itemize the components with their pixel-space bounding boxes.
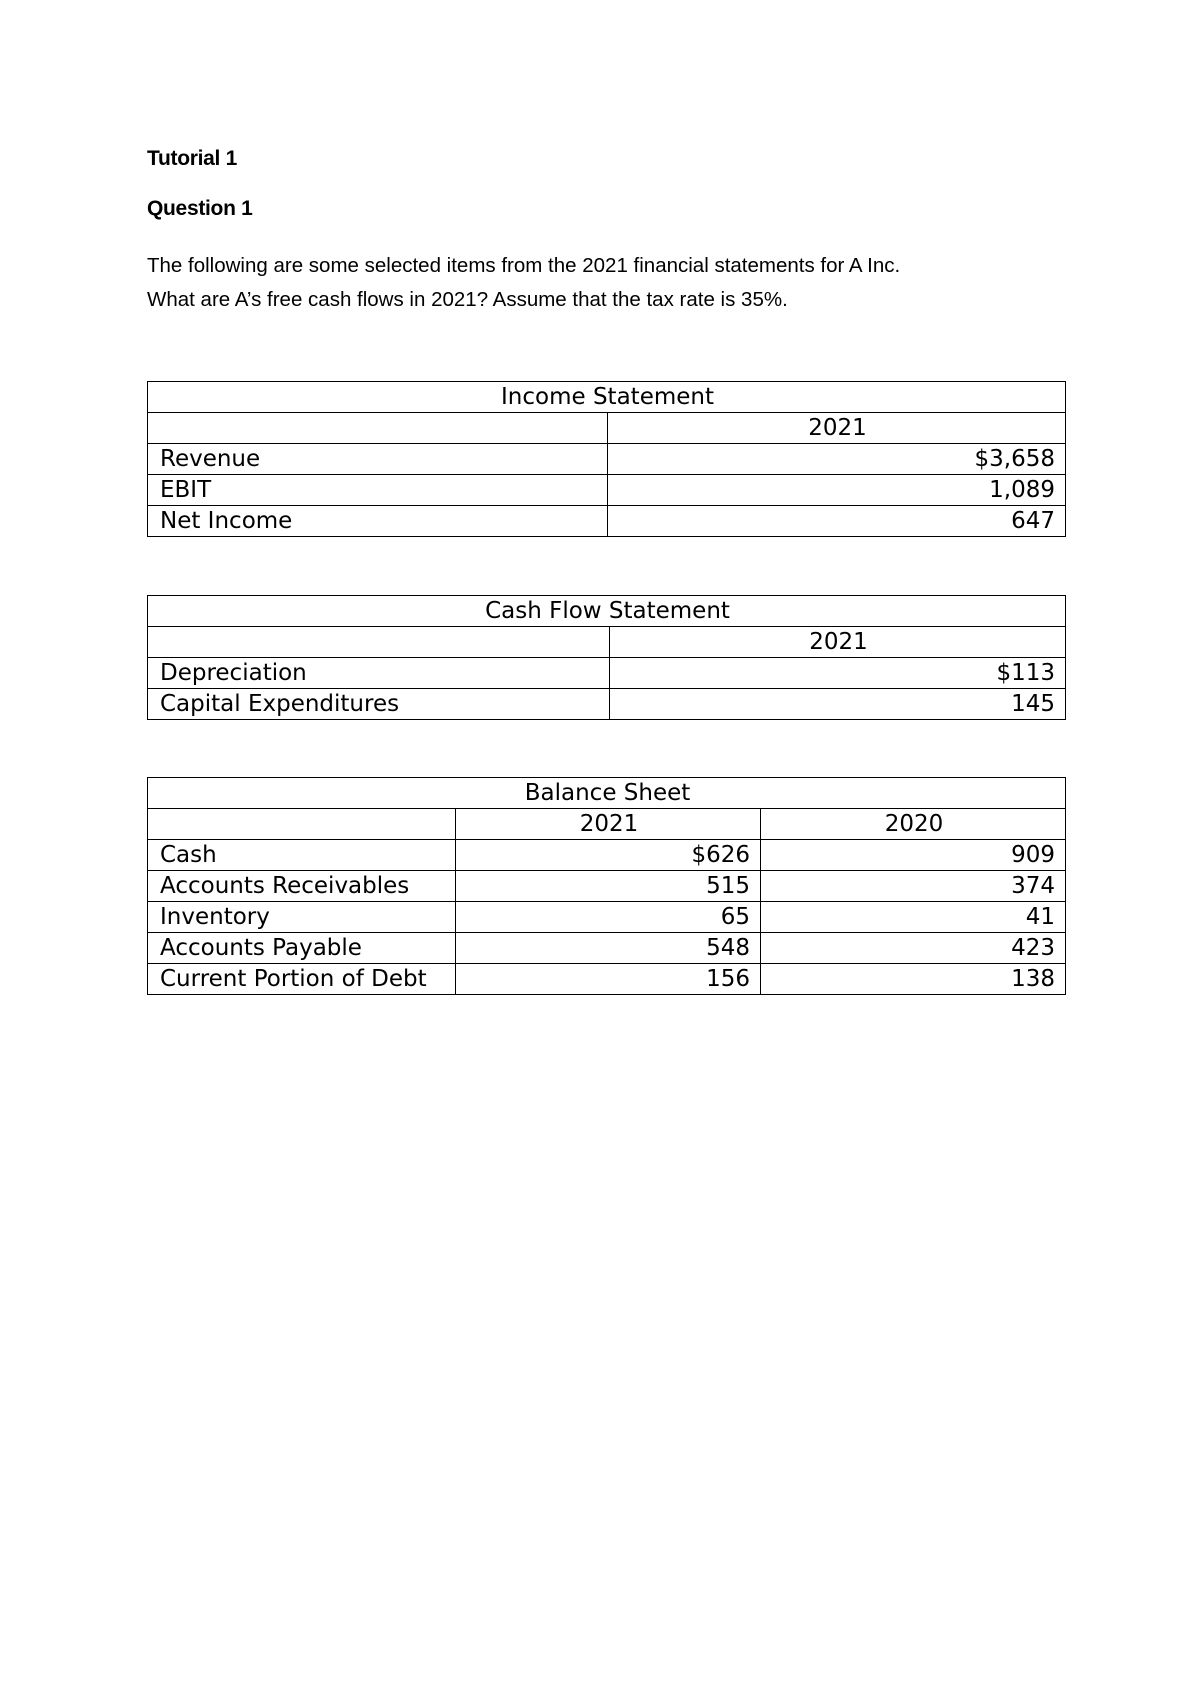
row-label: Cash (148, 840, 456, 871)
row-label: EBIT (148, 475, 608, 506)
value-2021: 156 (456, 964, 761, 995)
table-row (148, 902, 1066, 933)
cash-flow-statement-title: Cash Flow Statement (148, 596, 1066, 627)
table-title-row (148, 778, 1066, 809)
table-row (148, 444, 1066, 475)
row-label: Inventory (148, 902, 456, 933)
table-row (148, 658, 1066, 689)
value-2020: 138 (761, 964, 1066, 995)
year-header-2021: 2021 (456, 809, 761, 840)
table-row (148, 475, 1066, 506)
year-header-2020: 2020 (761, 809, 1066, 840)
table-header-row (148, 413, 1066, 444)
question-text-line: The following are some selected items from the 2021 financial statements for A Inc. (147, 254, 901, 277)
row-label: Depreciation (148, 658, 610, 689)
value-2021: 548 (456, 933, 761, 964)
value-2021: 65 (456, 902, 761, 933)
value-2021: 515 (456, 871, 761, 902)
balance-sheet-table (147, 777, 1066, 995)
value-2021: $626 (456, 840, 761, 871)
row-label: Capital Expenditures (148, 689, 610, 720)
table-row (148, 871, 1066, 902)
table-row (148, 933, 1066, 964)
header-blank-cell (148, 627, 610, 658)
header-blank-cell (148, 809, 456, 840)
row-label: Revenue (148, 444, 608, 475)
row-value: 145 (610, 689, 1066, 720)
income-statement-table (147, 381, 1066, 537)
value-2020: 374 (761, 871, 1066, 902)
row-label: Current Portion of Debt (148, 964, 456, 995)
row-value: 647 (608, 506, 1066, 537)
row-label: Accounts Receivables (148, 871, 456, 902)
value-2020: 909 (761, 840, 1066, 871)
row-label: Accounts Payable (148, 933, 456, 964)
value-2020: 423 (761, 933, 1066, 964)
table-title-row (148, 596, 1066, 627)
table-header-row (148, 809, 1066, 840)
balance-sheet-title: Balance Sheet (148, 778, 1066, 809)
row-value: $113 (610, 658, 1066, 689)
row-label: Net Income (148, 506, 608, 537)
income-statement-title: Income Statement (148, 382, 1066, 413)
table-title-row (148, 382, 1066, 413)
table-row (148, 506, 1066, 537)
table-header-row (148, 627, 1066, 658)
header-blank-cell (148, 413, 608, 444)
question-text-line: What are A’s free cash flows in 2021? Assume that the tax rate is 35%. (147, 288, 788, 311)
row-value: $3,658 (608, 444, 1066, 475)
row-value: 1,089 (608, 475, 1066, 506)
table-row (148, 964, 1066, 995)
value-2020: 41 (761, 902, 1066, 933)
question-title: Question 1 (147, 197, 253, 220)
tutorial-title: Tutorial 1 (147, 147, 237, 170)
year-header: 2021 (610, 627, 1066, 658)
table-row (148, 840, 1066, 871)
year-header: 2021 (608, 413, 1066, 444)
table-row (148, 689, 1066, 720)
question-text (147, 249, 900, 317)
cash-flow-statement-table (147, 595, 1066, 720)
